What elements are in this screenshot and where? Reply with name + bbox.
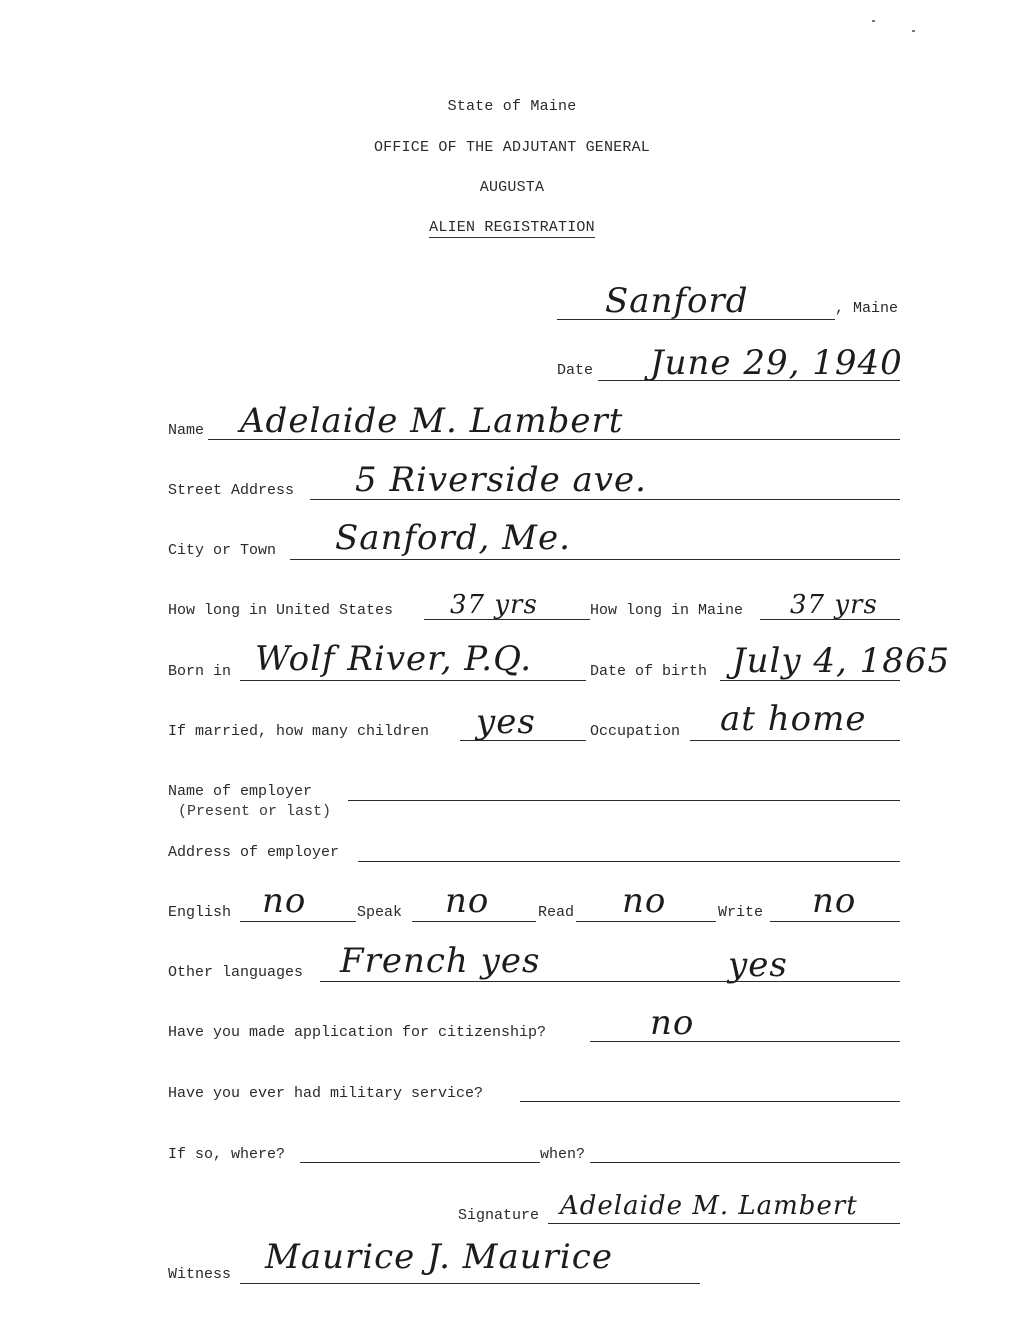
write-entry: no: [812, 881, 857, 921]
years-maine-entry: 37 yrs: [790, 590, 878, 620]
occupation-line: [690, 740, 900, 741]
how-long-maine-label: How long in Maine: [590, 602, 744, 619]
city-heading: AUGUSTA: [479, 179, 545, 196]
street-label: Street Address: [168, 482, 295, 499]
state-heading: State of Maine: [447, 98, 577, 115]
witness-label: Witness: [168, 1266, 232, 1283]
speak-label: Speak: [357, 904, 403, 921]
city-label: City or Town: [168, 542, 277, 559]
write-line: [770, 921, 900, 922]
other-languages-label: Other languages: [168, 964, 304, 981]
years-maine-line: [760, 619, 900, 620]
signature-label: Signature: [458, 1207, 540, 1224]
date-of-birth-line: [720, 680, 900, 681]
where-line: [300, 1162, 540, 1163]
read-line: [576, 921, 716, 922]
speak-entry: no: [445, 881, 490, 921]
date-line: [598, 380, 900, 381]
how-long-us-label: How long in United States: [168, 602, 394, 619]
born-in-label: Born in: [168, 663, 232, 680]
citizenship-label: Have you made application for citizenship?: [168, 1024, 547, 1041]
children-label: If married, how many children: [168, 723, 430, 740]
other-languages-entry-2: yes: [728, 945, 788, 985]
born-in-line: [240, 680, 586, 681]
date-label: Date: [557, 362, 594, 379]
scan-speck: [872, 20, 875, 22]
occupation-label: Occupation: [590, 723, 681, 740]
form-title-text: ALIEN REGISTRATION: [429, 219, 595, 236]
english-line: [240, 921, 356, 922]
born-in-entry: Wolf River, P.Q.: [255, 639, 533, 679]
read-label: Read: [538, 904, 575, 921]
children-entry: yes: [476, 702, 536, 742]
military-line: [520, 1101, 900, 1102]
where-label: If so, where?: [168, 1146, 286, 1163]
when-line: [590, 1162, 900, 1163]
name-line: [208, 439, 900, 440]
employer-name-label: Name of employer: [168, 783, 313, 800]
signature-line: [548, 1223, 900, 1224]
street-entry: 5 Riverside ave.: [355, 460, 647, 500]
years-us-entry: 37 yrs: [450, 590, 538, 620]
employer-address-line: [358, 861, 900, 862]
town-line: [557, 319, 835, 320]
name-entry: Adelaide M. Lambert: [240, 401, 624, 441]
city-line: [290, 559, 900, 560]
other-languages-line: [320, 981, 900, 982]
speak-line: [412, 921, 536, 922]
english-entry: no: [262, 881, 307, 921]
witness-line: [240, 1283, 700, 1284]
when-label: when?: [540, 1146, 586, 1163]
years-us-line: [424, 619, 590, 620]
read-entry: no: [622, 881, 667, 921]
city-entry: Sanford, Me.: [335, 518, 571, 558]
other-languages-entry: French yes: [340, 941, 541, 981]
children-line: [460, 740, 586, 741]
town-entry: Sanford: [605, 281, 749, 321]
employer-address-label: Address of employer: [168, 844, 340, 861]
signature-entry: Adelaide M. Lambert: [560, 1191, 858, 1221]
maine-label: , Maine: [835, 300, 899, 317]
write-label: Write: [718, 904, 764, 921]
office-heading: OFFICE OF THE ADJUTANT GENERAL: [373, 139, 651, 156]
military-label: Have you ever had military service?: [168, 1085, 484, 1102]
date-entry: June 29, 1940: [650, 343, 903, 383]
name-label: Name: [168, 422, 205, 439]
date-of-birth-label: Date of birth: [590, 663, 708, 680]
citizenship-line: [590, 1041, 900, 1042]
employer-name-line: [348, 800, 900, 801]
witness-entry: Maurice J. Maurice: [265, 1237, 613, 1277]
english-label: English: [168, 904, 232, 921]
employer-note: (Present or last): [178, 803, 332, 820]
occupation-entry: at home: [720, 699, 867, 739]
citizenship-entry: no: [650, 1003, 695, 1043]
date-of-birth-entry: July 4, 1865: [732, 641, 951, 681]
form-title: [0, 219, 1024, 236]
scan-speck: [912, 30, 915, 32]
street-line: [310, 499, 900, 500]
